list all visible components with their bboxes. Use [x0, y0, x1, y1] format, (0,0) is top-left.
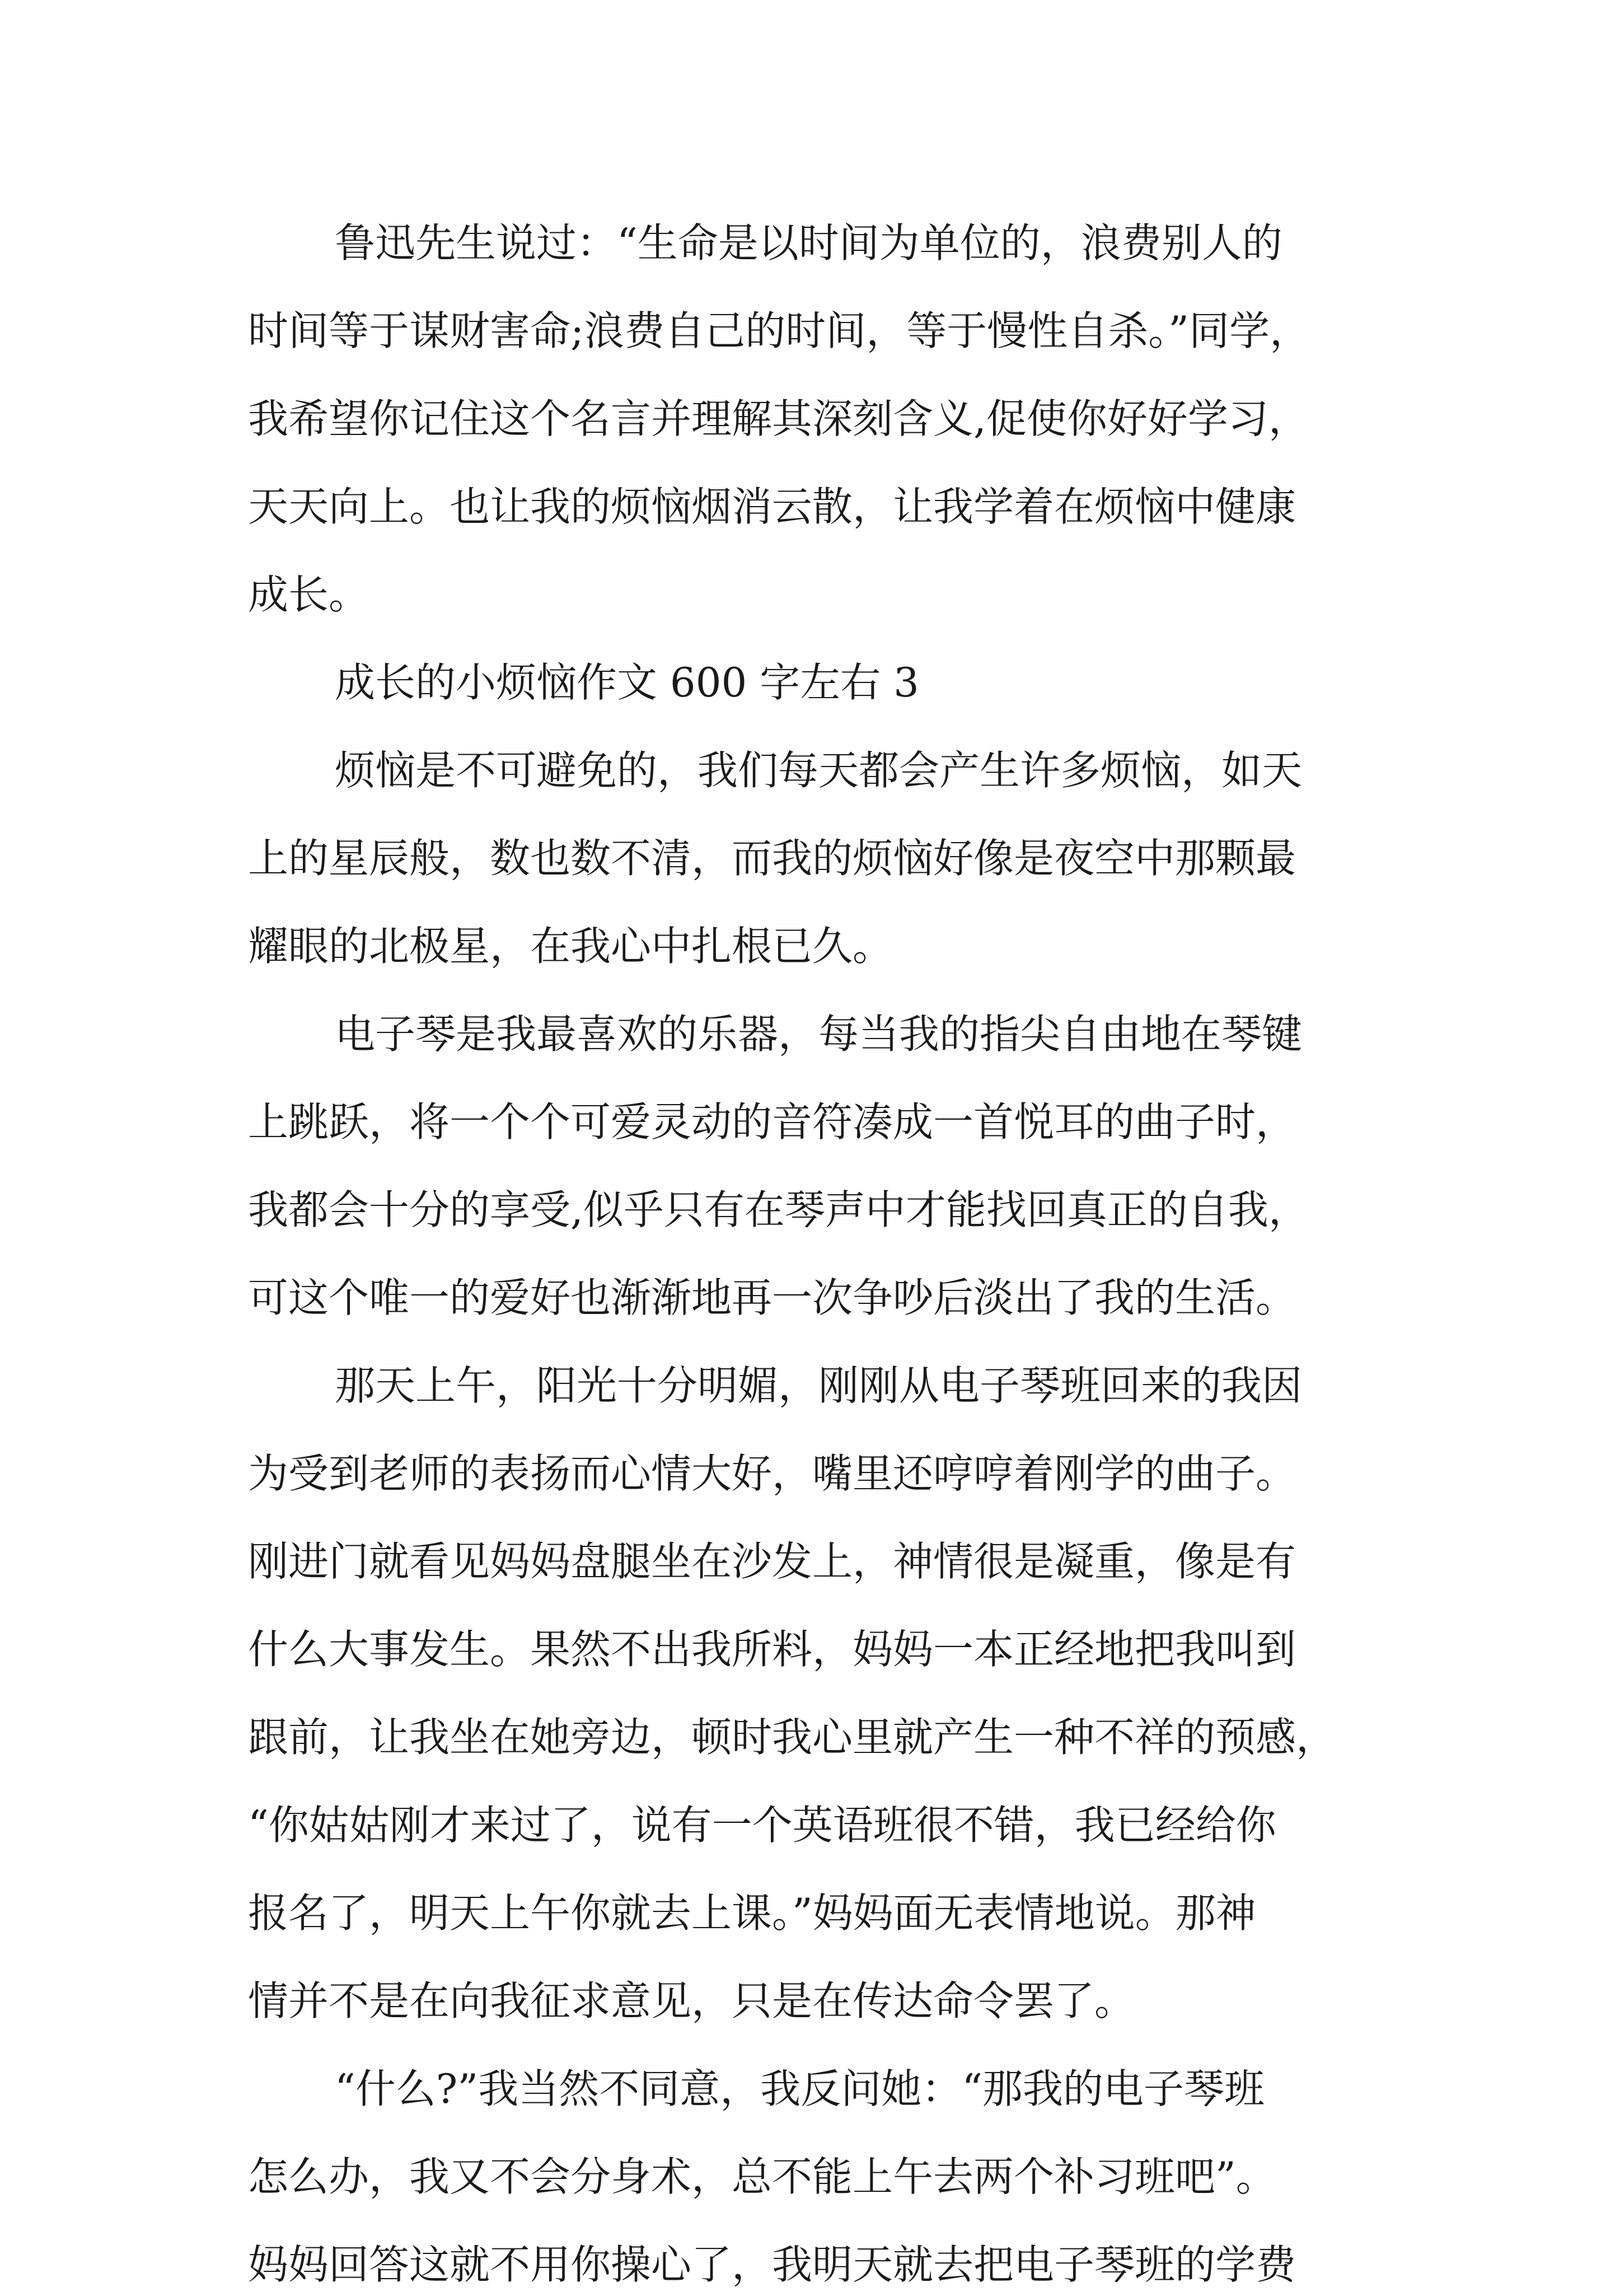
paragraph-line: 成长。 [248, 571, 369, 618]
paragraph-line: 时间等于谋财害命;浪费自己的时间，等于慢性自杀。”同学， [248, 307, 1310, 354]
paragraph-line: 我希望你记住这个名言并理解其深刻含义,促使你好好学习， [248, 395, 1309, 442]
paragraph-line: 那天上午，阳光十分明媚，刚刚从电子琴班回来的我因 [335, 1362, 1303, 1409]
paragraph-line: 电子琴是我最喜欢的乐器，每当我的指尖自由地在琴键 [335, 1011, 1303, 1058]
paragraph-line: 鲁迅先生说过：“生命是以时间为单位的，浪费别人的 [335, 219, 1282, 266]
paragraph-line: 为受到老师的表扬而心情大好，嘴里还哼哼着刚学的曲子。 [248, 1450, 1296, 1497]
paragraph-line: “什么?”我当然不同意，我反问她：“那我的电子琴班 [335, 2065, 1265, 2112]
paragraph-line: 报名了，明天上午你就去上课。”妈妈面无表情地说。那神 [248, 1890, 1256, 1937]
paragraph-line: “你姑姑刚才来过了，说有一个英语班很不错，我已经给你 [248, 1802, 1276, 1849]
paragraph-line: 可这个唯一的爱好也渐渐地再一次争吵后淡出了我的生活。 [248, 1274, 1296, 1321]
paragraph-line: 刚进门就看见妈妈盘腿坐在沙发上，神情很是凝重，像是有 [248, 1538, 1296, 1585]
paragraph-line: 我都会十分的享受,似乎只有在琴声中才能找回真正的自我， [248, 1186, 1309, 1233]
paragraph-line: 天天向上。也让我的烦恼烟消云散，让我学着在烦恼中健康 [248, 483, 1296, 530]
paragraph-line: 妈妈回答这就不用你操心了，我明天就去把电子琴班的学费 [248, 2241, 1296, 2288]
paragraph-line: 上的星辰般，数也数不清，而我的烦恼好像是夜空中那颗最 [248, 835, 1296, 882]
paragraph-line: 上跳跃，将一个个可爱灵动的音符凑成一首悦耳的曲子时， [248, 1098, 1296, 1145]
paragraph-line: 跟前，让我坐在她旁边，顿时我心里就产生一种不祥的预感， [248, 1714, 1337, 1761]
paragraph-line: 怎么办，我又不会分身术，总不能上午去两个补习班吧”。 [248, 2153, 1276, 2200]
paragraph-line: 耀眼的北极星，在我心中扎根已久。 [248, 923, 893, 970]
paragraph-line: 什么大事发生。果然不出我所料，妈妈一本正经地把我叫到 [248, 1626, 1296, 1673]
section-heading: 成长的小烦恼作文 600 字左右 3 [335, 659, 919, 706]
paragraph-line: 烦恼是不可避免的，我们每天都会产生许多烦恼，如天 [335, 747, 1303, 794]
paragraph-line: 情并不是在向我征求意见，只是在传达命令罢了。 [248, 1977, 1135, 2024]
